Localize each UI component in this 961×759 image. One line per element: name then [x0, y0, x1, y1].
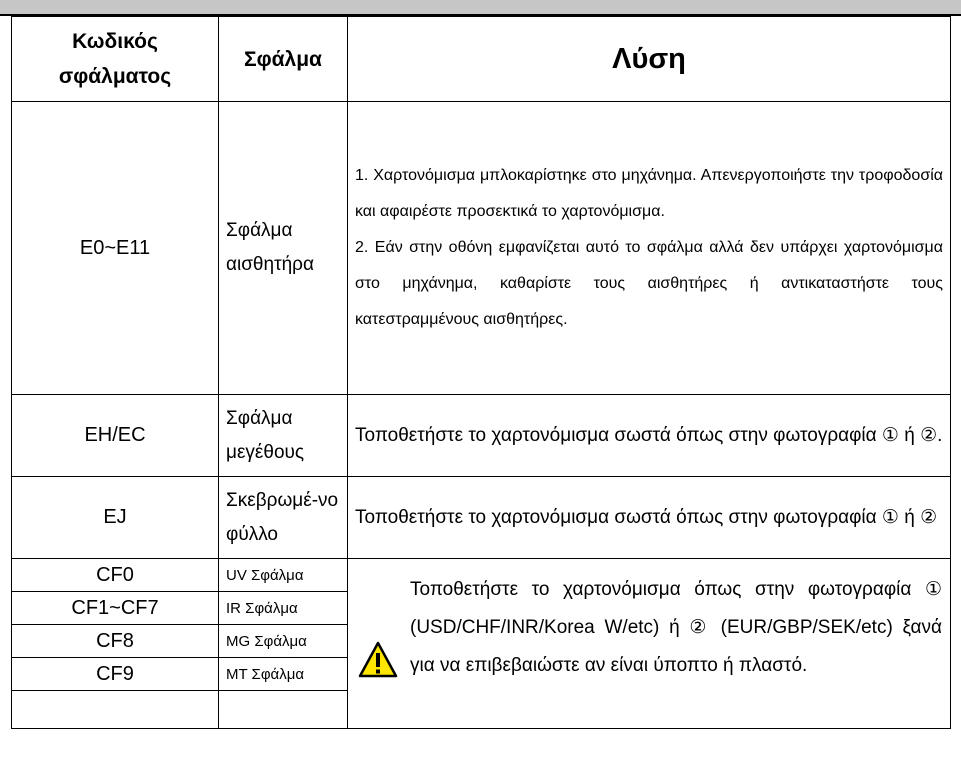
error-name-cell: Σφάλμα μεγέθους: [219, 395, 348, 477]
error-name-cell: MG Σφάλμα: [219, 625, 348, 658]
warning-triangle-icon: [358, 641, 398, 679]
error-name-cell: IR Σφάλμα: [219, 592, 348, 625]
solution-text: Τοποθετήστε το χαρτονόμισμα σωστά όπως στην φωτογραφία ① ή ②.: [355, 424, 943, 446]
error-name-cell: MT Σφάλμα: [219, 658, 348, 691]
solution-cell: [348, 395, 951, 477]
error-code-cell: CF8: [12, 625, 219, 658]
error-code-cell: EH/EC: [12, 395, 219, 477]
solution-step-2: 2. Εάν στην οθόνη εμφανίζεται αυτό το σφάλμα αλλά δεν υπάρχει χαρτονόμισμα στο μηχάνημα, καθαρίστε τους αισθητήρες ή αντικαταστήστε τους κατεστραμμένους αισθητήρες.: [355, 239, 943, 328]
header-solution: Λύση: [348, 17, 951, 102]
cf-solution-paragraph: Τοποθετήστε το χαρτονόμισμα όπως στην φωτογραφία ① (USD/CHF/INR/Korea W/etc) ή ② (EUR/GBP/SEK/etc) ξανά για να επιβεβαιώστε αν είναι ύποπτο ή πλαστό.: [410, 579, 942, 676]
top-header-bar: [0, 0, 961, 16]
error-name-cell: Σφάλμα αισθητήρα: [219, 102, 348, 395]
cf-solution-text: [410, 571, 942, 685]
table-header-row: [12, 17, 951, 102]
error-code-table: [11, 16, 951, 729]
table-row: [12, 395, 951, 477]
error-code-cell: EJ: [12, 477, 219, 559]
empty-cell: [219, 691, 348, 729]
error-name-cell: UV Σφάλμα: [219, 559, 348, 592]
cf-solution-cell: [348, 559, 951, 729]
header-error-code: Κωδικός σφάλματος: [12, 17, 219, 102]
error-code-cell: CF9: [12, 658, 219, 691]
solution-cell: [348, 477, 951, 559]
table-row: [12, 102, 951, 395]
header-error: Σφάλμα: [219, 17, 348, 102]
error-code-cell: E0~E11: [12, 102, 219, 395]
error-name-cell: Σκεβρωμέ-νο φύλλο: [219, 477, 348, 559]
table-row: [12, 559, 951, 592]
error-code-cell: CF0: [12, 559, 219, 592]
empty-cell: [12, 691, 219, 729]
solution-step-1: 1. Χαρτονόμισμα μπλοκαρίστηκε στο μηχάνημα. Απενεργοποιήστε την τροφοδοσία και αφαιρέστε προσεκτικά το χαρτονόμισμα.: [355, 167, 943, 220]
table-row: [12, 477, 951, 559]
error-code-cell: CF1~CF7: [12, 592, 219, 625]
solution-text: Τοποθετήστε το χαρτονόμισμα σωστά όπως στην φωτογραφία ① ή ②: [355, 506, 938, 528]
solution-cell: [348, 102, 951, 395]
